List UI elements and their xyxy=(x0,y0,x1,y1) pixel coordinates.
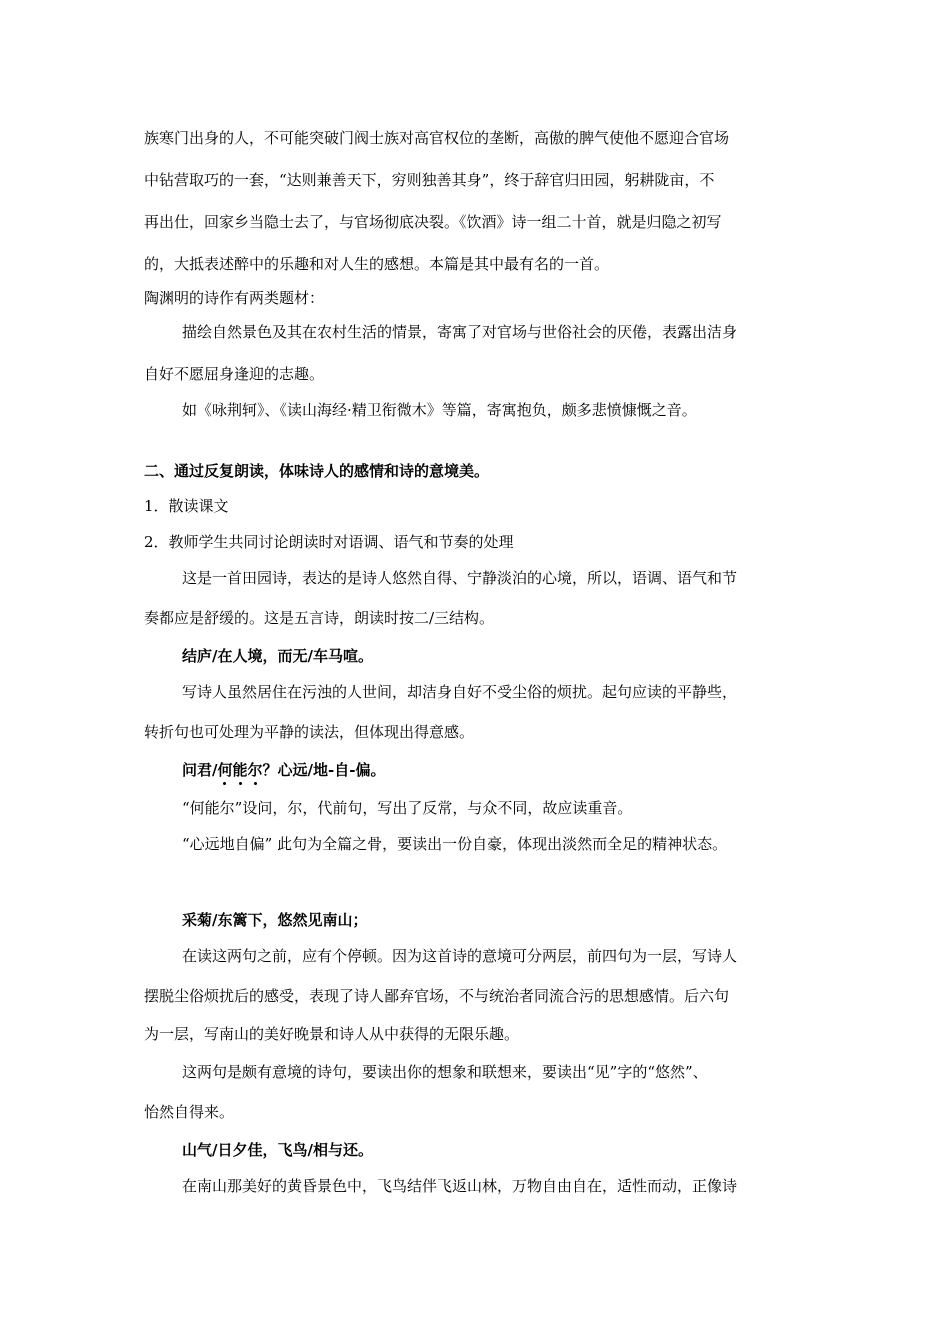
verse-line-3: 采菊/东篱下，悠然见南山； xyxy=(182,911,368,929)
verse-note-line: 为一层，写南山的美好晚景和诗人从中获得的无限乐趣。 xyxy=(144,1025,520,1043)
section-heading: 二、通过反复朗读，体味诗人的感情和诗的意境美。 xyxy=(144,462,490,480)
verse-note-line: 写诗人虽然居住在污浊的人世间，却洁身自好不受尘俗的烦扰。起句应读的平静些， xyxy=(182,683,738,701)
verse-fragment: 问君/ xyxy=(182,761,218,779)
theme-two-line: 如《咏荆轲》、《读山海经·精卫衔微木》等篇，寄寓抱负，颇多悲愤慷慨之音。 xyxy=(182,401,697,419)
theme-one-line: 自好不愿屈身逢迎的志趣。 xyxy=(144,365,325,383)
verse-note-line: 在读这两句之前，应有个停顿。因为这首诗的意境可分两层，前四句为一层，写诗人 xyxy=(182,947,738,965)
verse-note-line: 这两句是颇有意境的诗句，要读出你的想象和联想来，要读出“见”字的“悠然”、 xyxy=(182,1063,708,1081)
emphasis-char: 能 xyxy=(232,761,248,779)
step-one: 1．散读课文 xyxy=(144,497,229,515)
verse-note-line: 摆脱尘俗烦扰后的感受，表现了诗人鄙弃官场，不与统治者同流合污的思想感情。后六句 xyxy=(144,987,730,1005)
verse-note-line: “何能尔”设问，尔，代前句，写出了反常，与众不同，故应读重音。 xyxy=(182,799,633,817)
paragraph-line: 的，大抵表述醉中的乐趣和对人生的感想。本篇是其中最有名的一首。 xyxy=(144,255,610,273)
paragraph-line: 再出仕，回家乡当隐士去了，与官场彻底决裂。《饮酒》诗一组二十首，就是归隐之初写 xyxy=(144,213,722,231)
themes-intro: 陶渊明的诗作有两类题材： xyxy=(144,289,325,307)
verse-line-4: 山气/日夕佳，飞鸟/相与还。 xyxy=(182,1141,373,1159)
verse-note-line: “心远地自偏” 此句为全篇之骨，要读出一份自豪，体现出淡然而全足的精神状态。 xyxy=(182,835,728,853)
step-two: 2．教师学生共同讨论朗读时对语调、语气和节奏的处理 xyxy=(144,533,514,551)
intro-line: 这是一首田园诗，表达的是诗人悠然自得、宁静淡泊的心境，所以，语调、语气和节 xyxy=(182,569,738,587)
emphasis-char: 何 xyxy=(217,761,233,779)
emphasis-char: 尔 xyxy=(247,761,263,779)
paragraph-line: 中钻营取巧的一套，“达则兼善天下，穷则独善其身”，终于辞官归田园，躬耕陇亩，不 xyxy=(144,171,715,189)
verse-line-1: 结庐/在人境，而无/车马喧。 xyxy=(182,647,373,665)
theme-one-line: 描绘自然景色及其在农村生活的情景，寄寓了对官场与世俗社会的厌倦，表露出洁身 xyxy=(182,323,738,341)
intro-line: 奏都应是舒缓的。这是五言诗，朗读时按二/三结构。 xyxy=(144,609,495,627)
verse-note-line: 转折句也可处理为平静的读法，但体现出得意感。 xyxy=(144,723,475,741)
verse-note-line: 在南山那美好的黄昏景色中，飞鸟结伴飞返山林，万物自由自在，适性而动，正像诗 xyxy=(182,1177,738,1195)
paragraph-line: 族寒门出身的人，不可能突破门阀士族对高官权位的垄断，高傲的脾气使他不愿迎合官场 xyxy=(144,129,730,147)
verse-note-line: 怡然自得来。 xyxy=(144,1103,235,1121)
verse-line-2 xyxy=(182,760,385,780)
verse-fragment: ？心远/地-自-偏。 xyxy=(262,761,386,779)
